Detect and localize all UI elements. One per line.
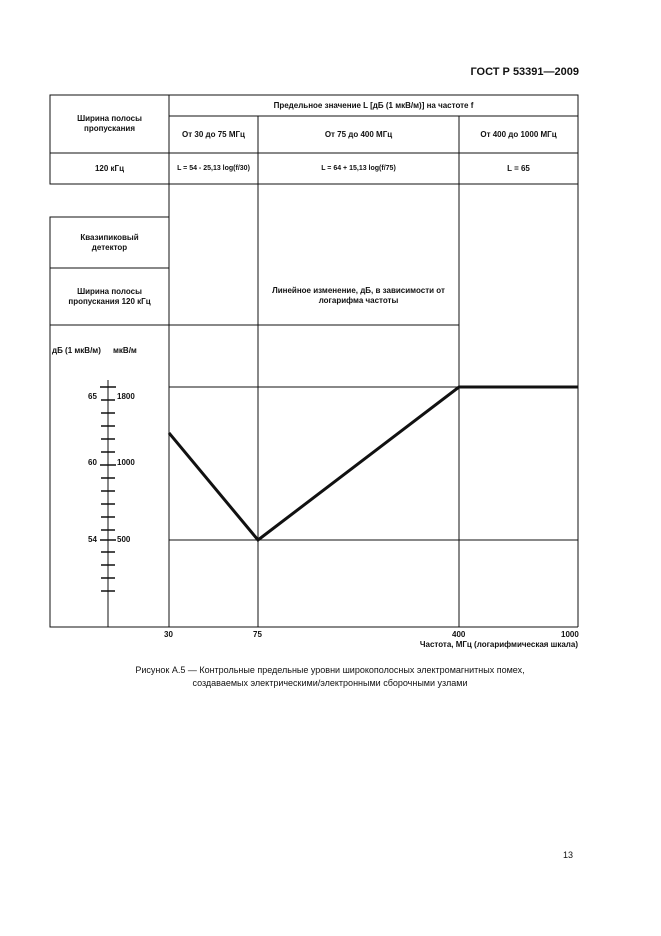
linear-change-annotation: Линейное изменение, дБ, в зависимости от логарифма частоты	[272, 286, 445, 305]
formula-2: L = 64 + 15,13 log(f/75)	[321, 164, 396, 172]
formula-3: L = 65	[507, 163, 530, 173]
caption-line-2: создаваемых электрическими/электронными сборочными узлами	[192, 678, 468, 688]
limit-curve	[169, 387, 578, 540]
y-tick-uv-1800: 1800	[117, 392, 135, 401]
unit-uv-label: мкВ/м	[113, 346, 137, 355]
range-1: От 30 до 75 МГц	[182, 129, 245, 139]
figure-caption	[100, 664, 560, 690]
caption-line-1: Рисунок А.5 — Контрольные предельные уровни широкополосных электромагнитных помех,	[135, 665, 525, 675]
bandwidth-header: Ширина полосы пропускания	[77, 114, 142, 133]
standard-number: ГОСТ Р 53391—2009	[470, 66, 579, 78]
bandwidth-value: 120 кГц	[94, 163, 125, 173]
y-tick-db-54: 54	[88, 535, 97, 544]
y-tick-uv-500: 500	[117, 535, 131, 544]
limit-header: Предельное значение L [дБ (1 мкВ/м)] на частоте f	[273, 100, 474, 110]
y-tick-uv-1000: 1000	[117, 458, 135, 467]
left-bandwidth-label: Ширина полосы пропускания 120 кГц	[68, 286, 151, 306]
x-tick-75: 75	[253, 630, 262, 639]
x-tick-30: 30	[164, 630, 173, 639]
page-number: 13	[562, 850, 573, 860]
detector-label: Квазипиковый детектор	[80, 232, 139, 252]
range-2: От 75 до 400 МГц	[324, 129, 393, 139]
range-3: От 400 до 1000 МГц	[480, 129, 557, 139]
formula-1: L = 54 - 25,13 log(f/30)	[177, 164, 250, 172]
unit-db-label: дБ (1 мкВ/м)	[52, 346, 101, 355]
x-tick-1000: 1000	[561, 630, 579, 639]
x-axis-label: Частота, МГц (логарифмическая шкала)	[419, 640, 578, 649]
y-tick-db-60: 60	[88, 458, 97, 467]
y-tick-db-65: 65	[88, 392, 97, 401]
x-tick-400: 400	[452, 630, 466, 639]
